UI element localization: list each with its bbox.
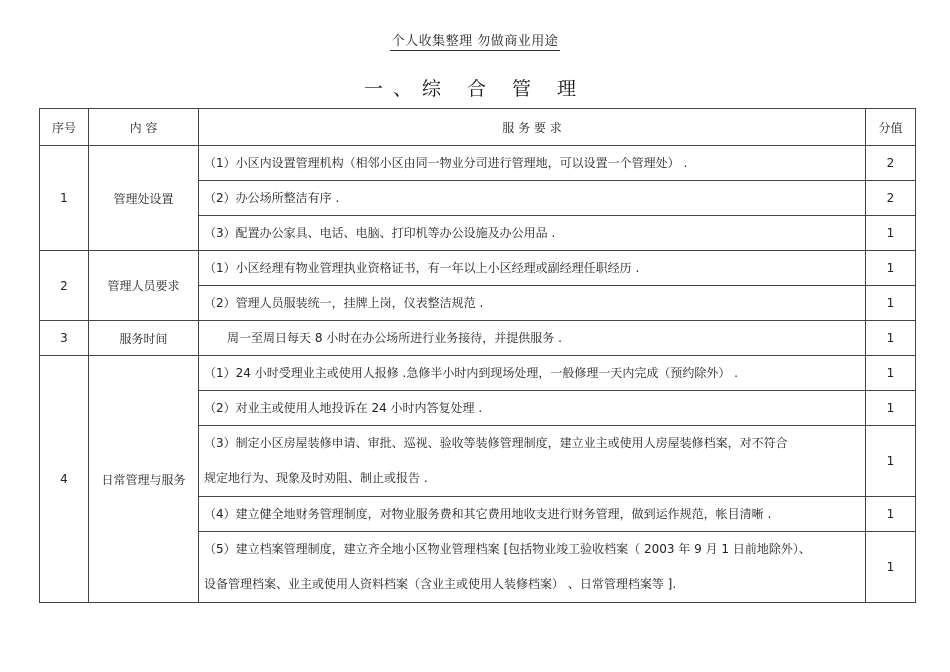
requirement-text: （2）办公场所整洁有序 .	[199, 181, 866, 216]
requirement-text: 周一至周日每天 8 小时在办公场所进行业务接待，并提供服务 .	[199, 321, 866, 356]
table-row	[40, 146, 916, 181]
table-row	[40, 321, 916, 356]
header-note: 个人收集整理 勿做商业用途	[391, 34, 559, 49]
row-content: 日常管理与服务	[89, 356, 199, 603]
table-row	[40, 251, 916, 286]
header-content: 内 容	[89, 109, 199, 146]
score-value: 1	[866, 391, 916, 426]
header-score: 分值	[866, 109, 916, 146]
score-value: 1	[866, 497, 916, 532]
table-row	[40, 356, 916, 391]
document-title: 一、综 合 管 理	[363, 78, 587, 100]
score-value: 2	[866, 146, 916, 181]
requirement-line: （5）建立档案管理制度，建立齐全地小区物业管理档案 [包括物业竣工验收档案（ 2003 年 9 月 1 日前地除外）、	[204, 542, 811, 556]
row-content: 服务时间	[89, 321, 199, 356]
score-value: 1	[866, 286, 916, 321]
row-seq: 1	[40, 146, 89, 251]
header-requirements: 服 务 要 求	[199, 109, 866, 146]
requirement-text	[199, 532, 866, 603]
row-content: 管理处设置	[89, 146, 199, 251]
score-value: 1	[866, 251, 916, 286]
requirement-line: （3）制定小区房屋装修申请、审批、巡视、验收等装修管理制度，建立业主或使用人房屋装修档案，对不符合	[204, 436, 788, 450]
requirement-line: 规定地行为、现象及时劝阻、制止或报告 .	[204, 471, 428, 485]
service-requirements-table	[39, 108, 916, 603]
requirement-text: （1）小区内设置管理机构（相邻小区由同一物业分司进行管理地，可以设置一个管理处） .	[199, 146, 866, 181]
score-value: 1	[866, 356, 916, 391]
requirement-text: （2）对业主或使用人地投诉在 24 小时内答复处理 .	[199, 391, 866, 426]
requirement-text: （1）24 小时受理业主或使用人报修 .急修半小时内到现场处理，一般修理一天内完成（预约除外） .	[199, 356, 866, 391]
row-content: 管理人员要求	[89, 251, 199, 321]
requirement-text: （3）配置办公家具、电话、电脑、打印机等办公设施及办公用品 .	[199, 216, 866, 251]
score-value: 1	[866, 321, 916, 356]
requirement-text	[199, 426, 866, 497]
score-value: 2	[866, 181, 916, 216]
table-header-row	[40, 109, 916, 146]
score-value: 1	[866, 532, 916, 603]
score-value: 1	[866, 426, 916, 497]
header-seq: 序号	[40, 109, 89, 146]
requirement-text: （2）管理人员服装统一，挂牌上岗，仪表整洁规范 .	[199, 286, 866, 321]
row-seq: 2	[40, 251, 89, 321]
requirement-line: 设备管理档案、业主或使用人资料档案（含业主或使用人装修档案） 、日常管理档案等 ].	[204, 577, 677, 591]
row-seq: 4	[40, 356, 89, 603]
requirement-text: （4）建立健全地财务管理制度，对物业服务费和其它费用地收支进行财务管理，做到运作规范，帐目清晰 .	[199, 497, 866, 532]
requirement-text: （1）小区经理有物业管理执业资格证书，有一年以上小区经理或副经理任职经历 .	[199, 251, 866, 286]
score-value: 1	[866, 216, 916, 251]
row-seq: 3	[40, 321, 89, 356]
